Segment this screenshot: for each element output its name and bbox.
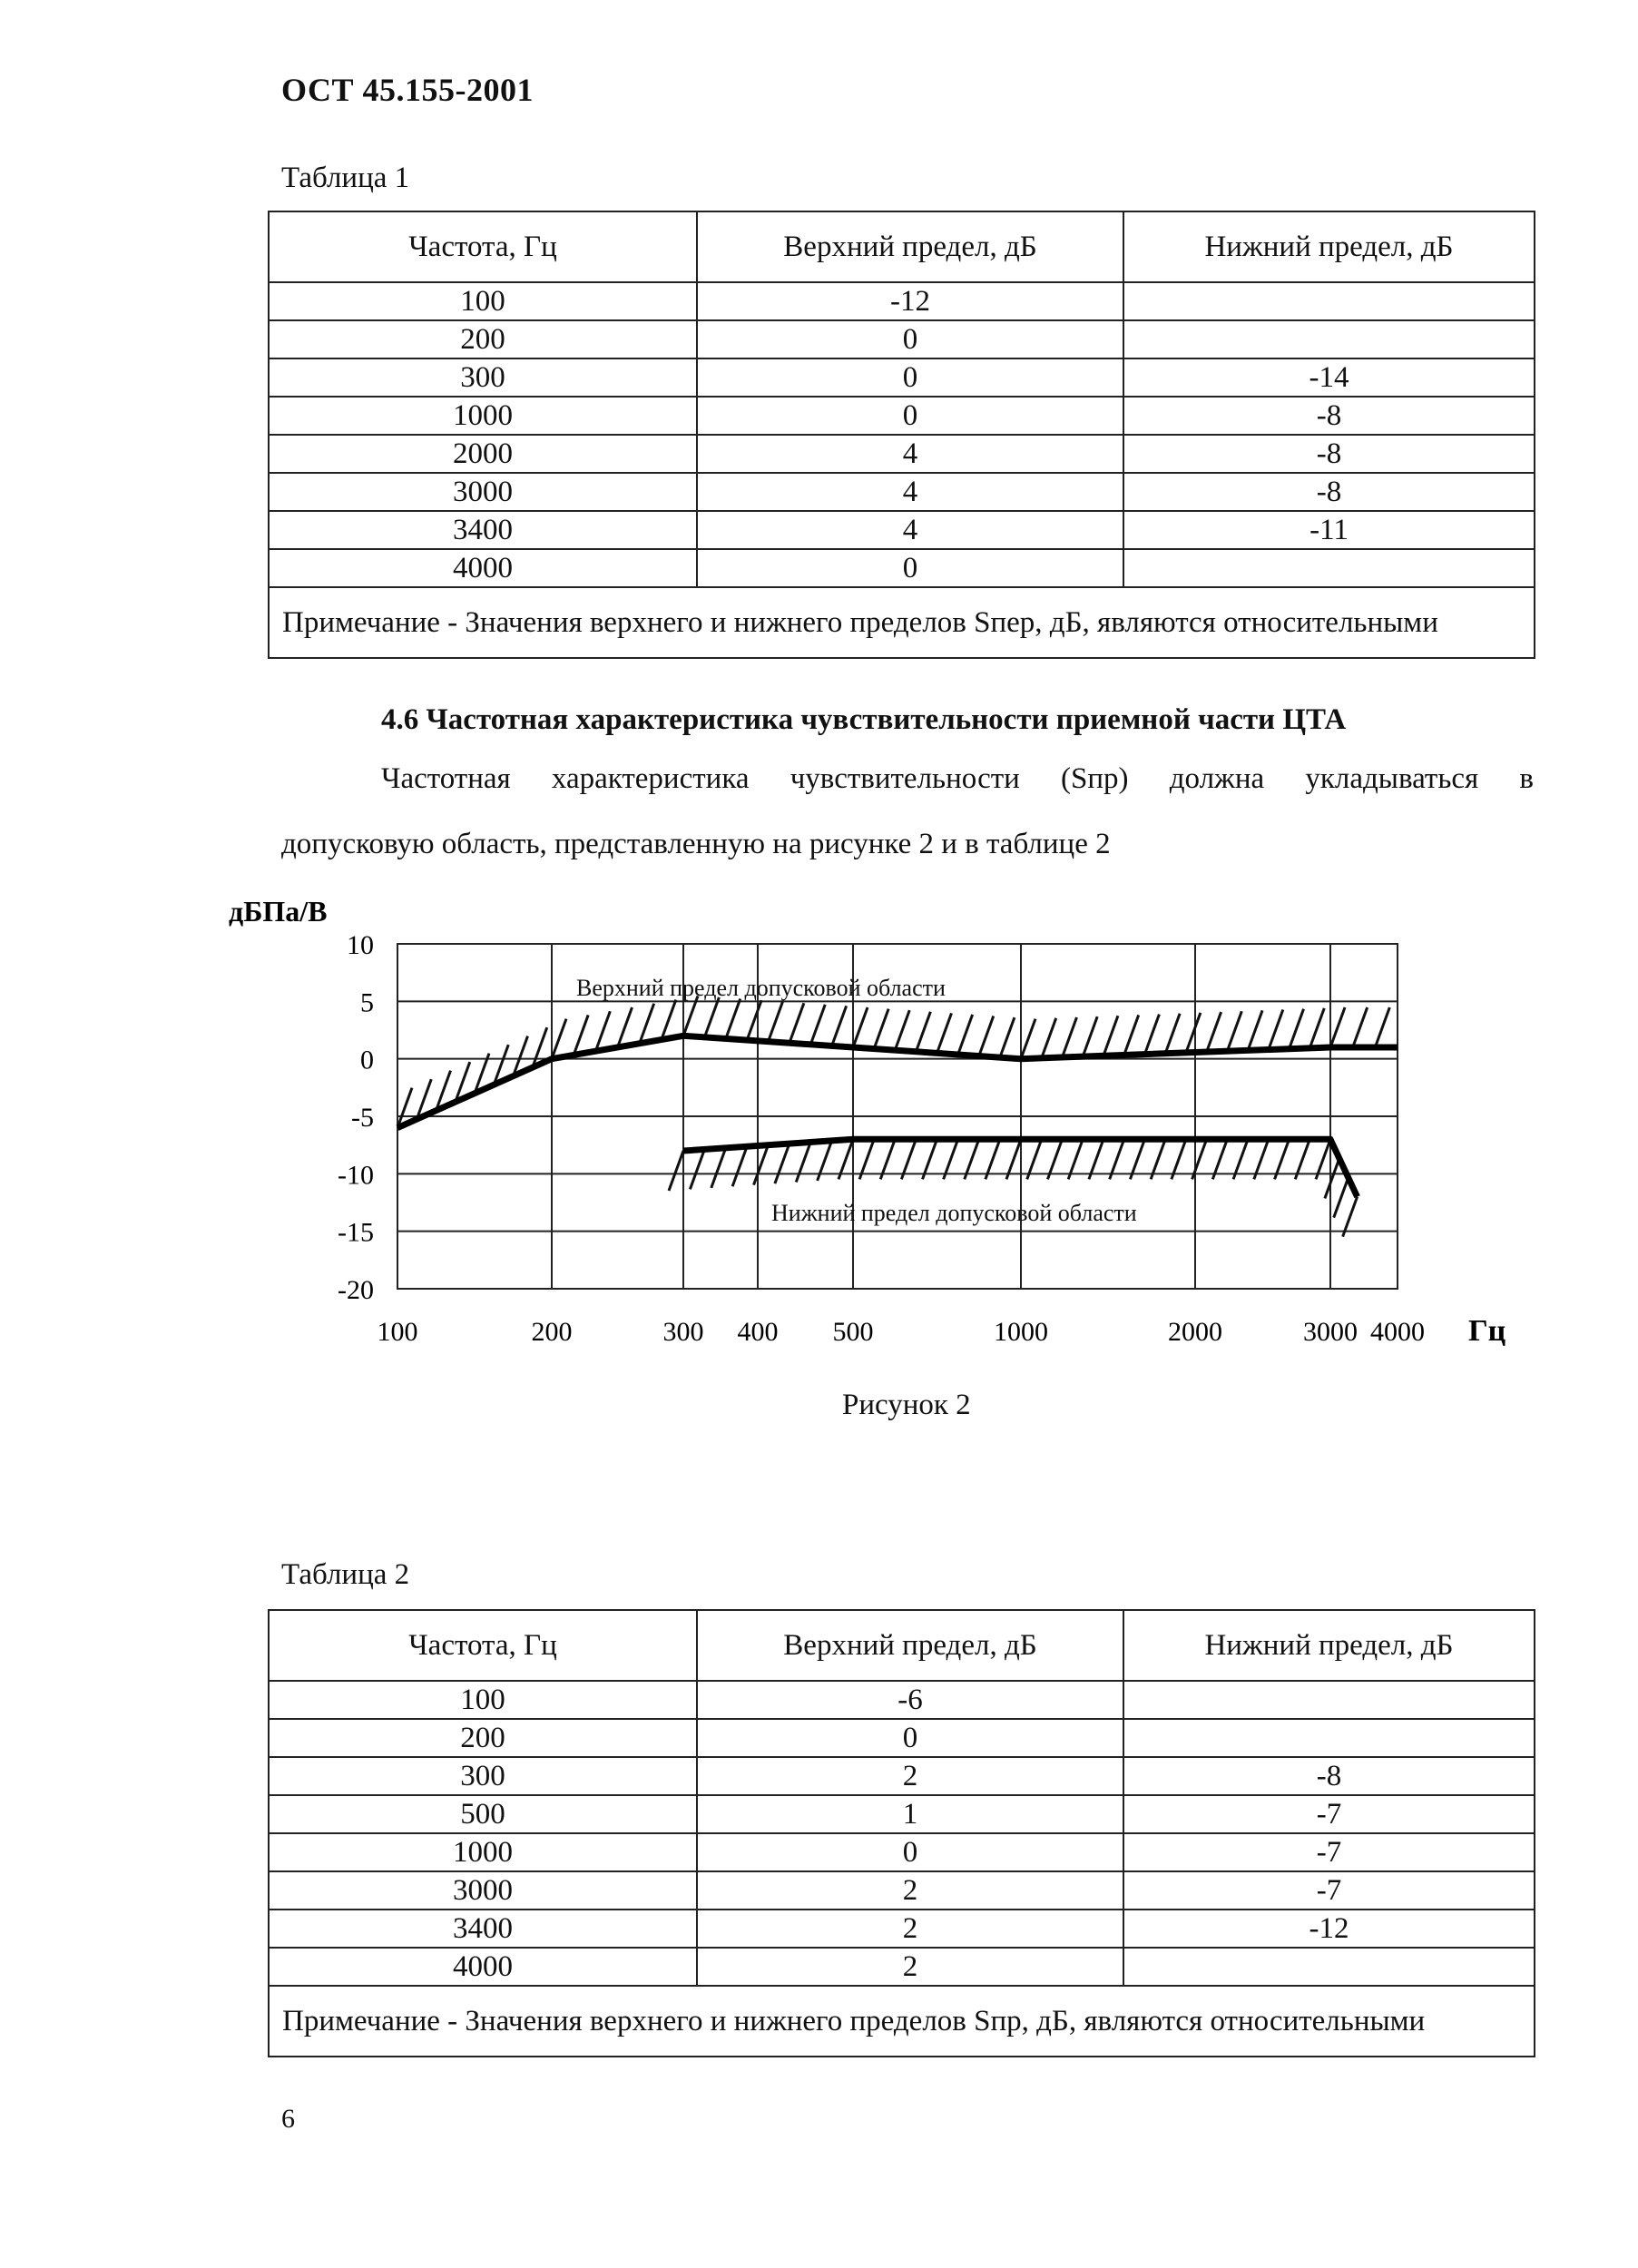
hatch-mark-upper [747, 1000, 761, 1040]
hatch-mark-upper [1042, 1018, 1056, 1058]
table-row [269, 1948, 1535, 1986]
hatch-mark-upper [618, 1007, 633, 1047]
table-cell: 100 [269, 1681, 697, 1719]
table-cell: 500 [269, 1795, 697, 1833]
x-tick-label: 2000 [1168, 1317, 1222, 1347]
table-cell: 1000 [269, 1833, 697, 1871]
table1 [268, 211, 1535, 659]
hatch-mark-upper [958, 1015, 973, 1055]
table-row [269, 282, 1535, 320]
section-title: 4.6 Частотная характеристика чувствительности приемной части ЦТА [381, 703, 1347, 736]
x-axis-label: Гц [1468, 1314, 1506, 1348]
hatch-mark-upper [574, 1015, 588, 1055]
x-tick-label: 300 [662, 1317, 704, 1347]
table-cell: -8 [1123, 397, 1535, 435]
table-cell: 300 [269, 1757, 697, 1795]
table-cell: 200 [269, 1719, 697, 1757]
table-cell [1123, 1681, 1535, 1719]
table-row [269, 1833, 1535, 1871]
table-cell [1123, 282, 1535, 320]
hatch-mark-upper [769, 1002, 783, 1042]
x-tick-label: 100 [377, 1317, 418, 1347]
table2-note-row [269, 1986, 1535, 2057]
table-cell: 3400 [269, 511, 697, 549]
table1-col-frequency: Частота, Гц [269, 211, 697, 282]
table-cell: 0 [697, 397, 1123, 435]
table1-note-row [269, 587, 1535, 658]
hatch-mark-upper [704, 997, 719, 1037]
table-cell: 4000 [269, 1948, 697, 1986]
table-cell: -7 [1123, 1871, 1535, 1910]
table2 [268, 1609, 1535, 2057]
table-cell: 4 [697, 435, 1123, 473]
table-cell: 2000 [269, 435, 697, 473]
table-row [269, 511, 1535, 549]
table2-note: Примечание - Значения верхнего и нижнего пределов Sпр, дБ, являются относительными [269, 1986, 1535, 2057]
hatch-mark-upper [937, 1013, 952, 1053]
y-tick-label: 0 [360, 1045, 374, 1075]
hatch-mark-upper [1186, 1013, 1201, 1053]
hatch-mark-upper [1290, 1009, 1304, 1049]
table-cell: 4000 [269, 549, 697, 587]
table-cell: 1 [697, 1795, 1123, 1833]
hatch-mark-upper [1248, 1010, 1262, 1050]
hatch-mark-upper [726, 999, 741, 1039]
table-row [269, 1910, 1535, 1948]
hatch-mark-lower [775, 1144, 790, 1183]
table-cell: 0 [697, 1833, 1123, 1871]
table-cell: 0 [697, 549, 1123, 587]
table-cell: 0 [697, 1719, 1123, 1757]
table2-col-lower: Нижний предел, дБ [1123, 1610, 1535, 1681]
y-tick-label: -15 [338, 1217, 374, 1248]
table-cell: 0 [697, 358, 1123, 397]
table-cell: -8 [1123, 435, 1535, 473]
paragraph-line-2: допусковую область, представленную на рисунке 2 и в таблице 2 [281, 828, 1111, 860]
table2-caption: Таблица 2 [281, 1558, 410, 1591]
table-cell: -7 [1123, 1833, 1535, 1871]
lower-limit-label: Нижний предел допусковой области [771, 1200, 1137, 1226]
table-cell [1123, 549, 1535, 587]
table-row [269, 1681, 1535, 1719]
table-row [269, 358, 1535, 397]
table-row [269, 473, 1535, 511]
table2-col-upper: Верхний предел, дБ [697, 1610, 1123, 1681]
table-cell: 2 [697, 1757, 1123, 1795]
table-row [269, 1719, 1535, 1757]
hatch-mark-upper [853, 1007, 868, 1047]
hatch-mark-lower [732, 1146, 747, 1186]
hatch-mark-upper [916, 1012, 930, 1052]
table-cell: 200 [269, 320, 697, 358]
table-cell: 0 [697, 320, 1123, 358]
table1-col-upper: Верхний предел, дБ [697, 211, 1123, 282]
hatch-mark-lower [1325, 1158, 1339, 1198]
table2-header-row [269, 1610, 1535, 1681]
hatch-mark-upper [1165, 1014, 1180, 1054]
hatch-mark-upper [1309, 1008, 1324, 1048]
hatch-mark-lower [796, 1143, 810, 1183]
table-cell: 1000 [269, 397, 697, 435]
y-tick-label: 10 [347, 930, 374, 960]
table-cell: -12 [697, 282, 1123, 320]
hatch-mark-lower [1334, 1178, 1349, 1218]
x-tick-label: 400 [737, 1317, 779, 1347]
y-axis-label: дБПа/В [229, 895, 328, 928]
paragraph-line-1: Частотная характеристика чувствительности (Sпр) должна укладываться в [381, 762, 1534, 795]
table-row [269, 397, 1535, 435]
hatch-mark-upper [1330, 1007, 1345, 1047]
hatch-mark-lower [711, 1148, 726, 1188]
frequency-response-chart [218, 885, 1525, 1375]
hatch-mark-upper [1083, 1016, 1097, 1056]
upper-limit-label: Верхний предел допусковой области [576, 975, 946, 1001]
table-cell: 3000 [269, 1871, 697, 1910]
table-cell: -6 [697, 1681, 1123, 1719]
hatch-mark-upper [874, 1009, 888, 1049]
hatch-mark-upper [1353, 1007, 1368, 1047]
hatch-mark-upper [1103, 1016, 1118, 1055]
table1-col-lower: Нижний предел, дБ [1123, 211, 1535, 282]
hatch-mark-upper [1062, 1017, 1076, 1057]
x-tick-label: 4000 [1370, 1317, 1425, 1347]
hatch-mark-upper [832, 1006, 847, 1046]
table-cell: -11 [1123, 511, 1535, 549]
region-labels [576, 975, 1137, 1226]
document-code: ОСТ 45.155-2001 [281, 72, 534, 108]
table-cell: 4 [697, 511, 1123, 549]
page-number: 6 [281, 2104, 295, 2134]
hatch-mark-upper [595, 1011, 610, 1051]
y-tick-label: -10 [338, 1160, 374, 1191]
hatch-mark-upper [662, 1000, 676, 1040]
y-tick-label: -20 [338, 1275, 374, 1305]
table2-col-frequency: Частота, Гц [269, 1610, 697, 1681]
table-cell: -14 [1123, 358, 1535, 397]
table-cell [1123, 320, 1535, 358]
hatch-mark-upper [1398, 1007, 1412, 1047]
table-row [269, 320, 1535, 358]
x-tick-label: 3000 [1303, 1317, 1358, 1347]
hatch-mark-upper [1021, 1019, 1035, 1059]
hatch-mark-upper [1227, 1011, 1241, 1051]
hatch-mark-lower [690, 1149, 704, 1189]
table1-header-row [269, 211, 1535, 282]
table-cell: -8 [1123, 473, 1535, 511]
x-tick-label: 1000 [994, 1317, 1048, 1347]
hatch-mark-upper [1269, 1010, 1283, 1050]
hatch-mark-upper [1124, 1015, 1139, 1055]
table1-note: Примечание - Значения верхнего и нижнего пределов Sпер, дБ, являются относительными [269, 587, 1535, 658]
table-cell: 2 [697, 1948, 1123, 1986]
hatch-mark-upper [1144, 1015, 1159, 1055]
table-row [269, 1757, 1535, 1795]
table-cell [1123, 1948, 1535, 1986]
hatch-mark-upper [1000, 1017, 1015, 1057]
table-cell: -12 [1123, 1910, 1535, 1948]
hatch-mark-upper [979, 1016, 994, 1056]
table-cell: 2 [697, 1910, 1123, 1948]
y-tick-label: -5 [351, 1103, 374, 1133]
hatch-mark-lower [754, 1145, 769, 1185]
table-row [269, 1871, 1535, 1910]
table-row [269, 549, 1535, 587]
hatch-mark-upper [790, 1003, 804, 1043]
y-tick-label: 5 [360, 987, 374, 1018]
table-row [269, 1795, 1535, 1833]
table-cell: 100 [269, 282, 697, 320]
table-cell: 3400 [269, 1910, 697, 1948]
upper-limit-line [397, 1036, 1398, 1127]
hatch-mark-upper [1207, 1012, 1221, 1052]
hatch-mark-upper [810, 1005, 825, 1045]
hatch-mark-upper [895, 1010, 909, 1050]
hatch-mark-upper [640, 1004, 654, 1044]
figure-caption: Рисунок 2 [842, 1389, 971, 1421]
hatch-mark-upper [552, 1019, 566, 1059]
table-cell: 300 [269, 358, 697, 397]
x-tick-label: 200 [531, 1317, 573, 1347]
table1-caption: Таблица 1 [281, 162, 410, 194]
x-tick-label: 500 [832, 1317, 874, 1347]
table-cell: 4 [697, 473, 1123, 511]
table-cell: 2 [697, 1871, 1123, 1910]
table-cell [1123, 1719, 1535, 1757]
table-cell: -7 [1123, 1795, 1535, 1833]
table-cell: -8 [1123, 1757, 1535, 1795]
table-row [269, 435, 1535, 473]
hatch-mark-upper [1375, 1007, 1389, 1047]
hatch-mark-lower [669, 1151, 683, 1191]
table-cell: 3000 [269, 473, 697, 511]
